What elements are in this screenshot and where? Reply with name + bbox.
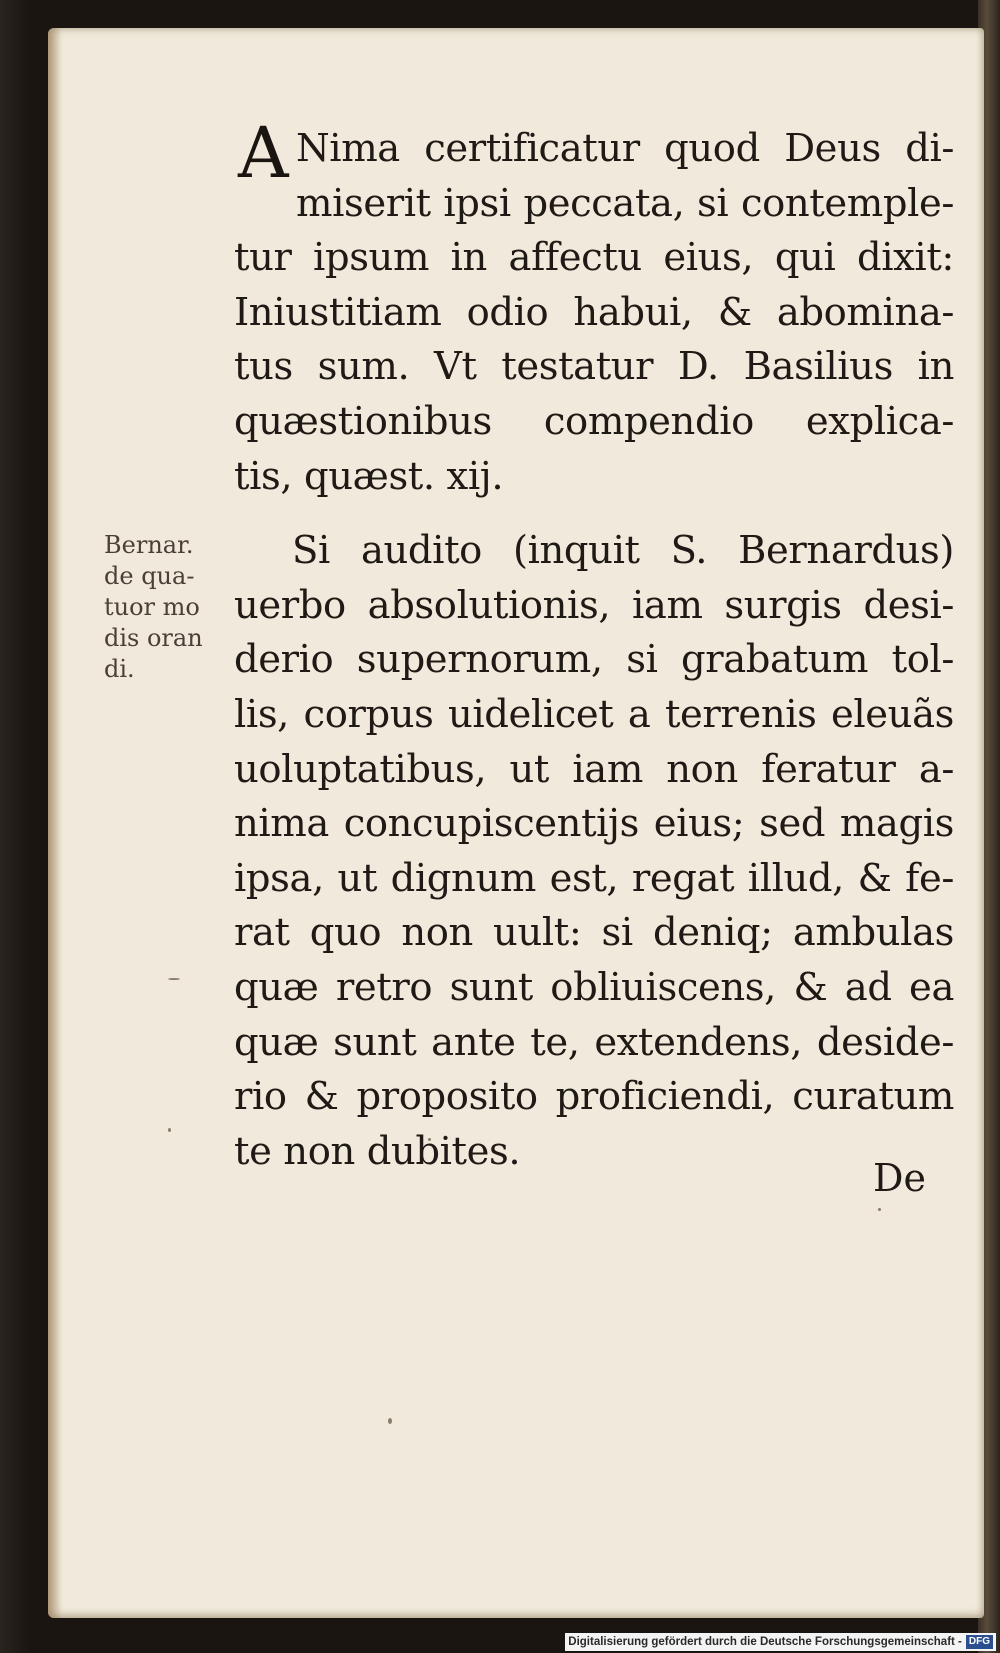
text-line: tur ipsum in affectu eius, qui dixit: (234, 235, 954, 281)
margin-note-line: tuor mo (104, 593, 200, 621)
margin-note-line: dis oran (104, 624, 203, 652)
margin-note-line: Bernar. (104, 531, 194, 559)
text-line: rio & proposito proficiendi, curatum (234, 1074, 954, 1120)
drop-cap: A (238, 112, 289, 194)
credit-text: Digitalisierung gefördert durch die Deutsche Forschungsgemeinschaft - (568, 1636, 962, 1648)
text-line: quæstionibus compendio explica- (234, 398, 954, 444)
text-line: Nima certificatur quod Deus di- (296, 126, 954, 171)
text-line: quæ sunt ante te, extendens, deside- (234, 1019, 954, 1065)
digitization-credit (565, 1633, 996, 1651)
paragraph-2 (234, 524, 954, 1179)
text-line: Si audito (inquit S. Bernardus) (292, 528, 954, 574)
text-line: nima concupiscentijs eius; sed magis (234, 801, 954, 847)
margin-note-line: di. (104, 655, 135, 683)
body-text (234, 112, 954, 1179)
text-line: derio supernorum, si grabatum tol- (234, 637, 954, 683)
text-line: miserit ipsi peccata, si contemple- (296, 180, 954, 226)
text-line: ipsa, ut dignum est, regat illud, & fe- (234, 855, 954, 901)
catchword: De (873, 1156, 926, 1200)
book-page (48, 28, 984, 1618)
dfg-logo: DFG (966, 1635, 993, 1649)
text-line: lis, corpus uidelicet a terrenis eleuãs (234, 691, 954, 737)
text-line: quæ retro sunt obliuiscens, & ad ea (234, 964, 954, 1010)
text-line: te non dubites. (234, 1128, 521, 1174)
text-line: Iniustitiam odio habui, & abomina- (234, 289, 954, 335)
text-line: tus sum. Vt testatur D. Basilius in (234, 344, 954, 390)
text-line: rat quo non uult: si deniq; ambulas (234, 910, 954, 956)
text-line: uoluptatibus, ut iam non feratur a- (234, 746, 954, 792)
margin-note (104, 530, 224, 685)
paragraph-1 (234, 112, 954, 504)
text-line: tis, quæst. xij. (234, 453, 504, 499)
margin-note-line: de qua- (104, 562, 195, 590)
text-line: uerbo absolutionis, iam surgis desi- (234, 582, 954, 628)
